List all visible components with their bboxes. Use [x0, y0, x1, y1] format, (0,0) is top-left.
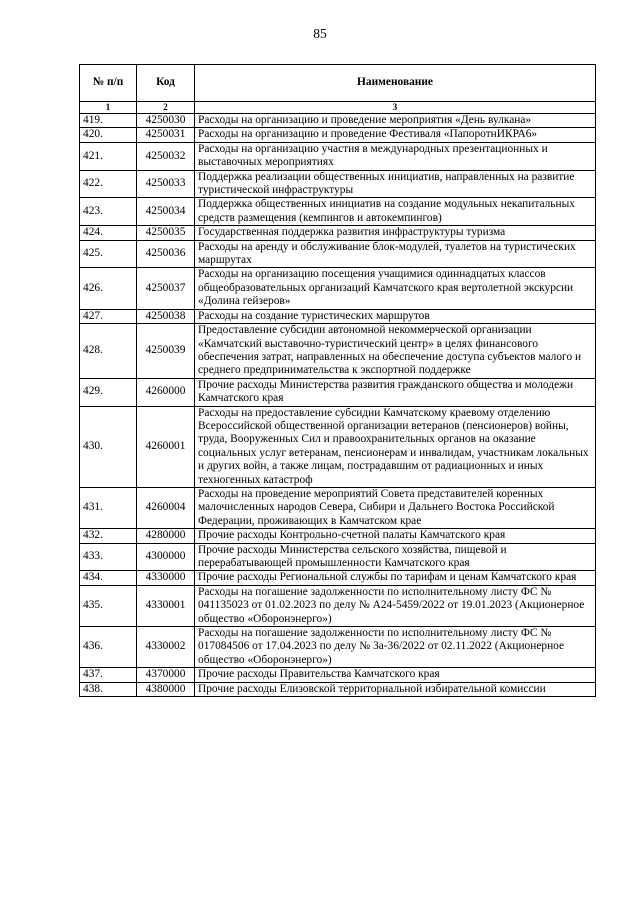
row-code: 4250034	[137, 198, 195, 226]
header-name: Наименование	[195, 65, 596, 102]
row-name: Поддержка общественных инициатив на создание модульных некапитальных средств размещения (кемпингов и автокемпингов)	[195, 198, 596, 226]
table-row	[80, 309, 596, 323]
row-code: 4280000	[137, 529, 195, 543]
table-row	[80, 487, 596, 528]
row-name: Расходы на аренду и обслуживание блок-модулей, туалетов на туристических маршрутах	[195, 240, 596, 268]
header-code: Код	[137, 65, 195, 102]
row-name: Прочие расходы Министерства сельского хозяйства, пищевой и перерабатывающей промышленности Камчатского края	[195, 543, 596, 571]
header-num: № п/п	[80, 65, 137, 102]
table-row	[80, 627, 596, 668]
row-number: 436.	[80, 627, 137, 668]
row-number: 435.	[80, 585, 137, 626]
row-name: Расходы на организацию участия в международных презентационных и выставочных мероприятиях	[195, 142, 596, 170]
table-row	[80, 226, 596, 240]
row-name: Расходы на проведение мероприятий Совета представителей коренных малочисленных народов Севера, Сибири и Дальнего Востока Российской Федерации, проживающих в Камчатском крае	[195, 487, 596, 528]
row-code: 4260001	[137, 406, 195, 487]
table-row	[80, 406, 596, 487]
row-code: 4250031	[137, 128, 195, 142]
table-row	[80, 682, 596, 696]
table-row	[80, 543, 596, 571]
row-code: 4250032	[137, 142, 195, 170]
row-code: 4250033	[137, 170, 195, 198]
table-row	[80, 529, 596, 543]
table-row	[80, 571, 596, 585]
row-code: 4250030	[137, 114, 195, 128]
table-row	[80, 198, 596, 226]
column-index-1: 1	[80, 102, 137, 114]
row-number: 427.	[80, 309, 137, 323]
row-number: 422.	[80, 170, 137, 198]
row-number: 432.	[80, 529, 137, 543]
table-row	[80, 170, 596, 198]
table-header-row	[80, 65, 596, 102]
row-name: Предоставление субсидии автономной некоммерческой организации «Камчатский выставочно-туристический центр» в целях финансового обеспечения затрат, направленных на обеспечение доступа субъектов малого и среднего предпринимательства к экспортной поддержке	[195, 324, 596, 379]
table-row	[80, 324, 596, 379]
row-name: Государственная поддержка развития инфраструктуры туризма	[195, 226, 596, 240]
row-code: 4250037	[137, 268, 195, 309]
column-index-row	[80, 102, 596, 114]
row-number: 437.	[80, 668, 137, 682]
row-name: Расходы на организацию и проведение мероприятия «День вулкана»	[195, 114, 596, 128]
row-number: 424.	[80, 226, 137, 240]
row-number: 434.	[80, 571, 137, 585]
row-code: 4250035	[137, 226, 195, 240]
row-name: Прочие расходы Контрольно-счетной палаты Камчатского края	[195, 529, 596, 543]
row-code: 4250039	[137, 324, 195, 379]
row-code: 4260000	[137, 378, 195, 406]
table-row	[80, 128, 596, 142]
row-name: Прочие расходы Правительства Камчатского края	[195, 668, 596, 682]
row-code: 4260004	[137, 487, 195, 528]
row-code: 4380000	[137, 682, 195, 696]
table-row	[80, 585, 596, 626]
row-name: Расходы на предоставление субсидии Камчатскому краевому отделению Всероссийской общественной организации ветеранов (пенсионеров) войны, труда, Вооруженных Сил и правоохранительных органов на оказание социальных услуг ветеранам, пенсионерам и инвалидам, участникам локальных и других войн, а также лицам, пострадавшим от радиационных и иных техногенных катастроф	[195, 406, 596, 487]
row-name: Прочие расходы Елизовской территориальной избирательной комиссии	[195, 682, 596, 696]
row-name: Расходы на организацию и проведение Фестиваля «ПапоротнИКРА6»	[195, 128, 596, 142]
row-name: Расходы на погашение задолженности по исполнительному листу ФС № 041135023 от 01.02.2023 по делу № А24-5459/2022 от 19.01.2023 (Акционерное общество «Оборонэнерго»)	[195, 585, 596, 626]
row-number: 430.	[80, 406, 137, 487]
row-number: 421.	[80, 142, 137, 170]
row-code: 4330002	[137, 627, 195, 668]
table-row	[80, 268, 596, 309]
row-name: Поддержка реализации общественных инициатив, направленных на развитие туристической инфраструктуры	[195, 170, 596, 198]
row-number: 426.	[80, 268, 137, 309]
column-index-2: 2	[137, 102, 195, 114]
table-row	[80, 240, 596, 268]
page-number: 85	[313, 26, 327, 41]
row-code: 4250036	[137, 240, 195, 268]
budget-codes-table	[79, 64, 596, 697]
row-number: 428.	[80, 324, 137, 379]
row-code: 4330001	[137, 585, 195, 626]
row-number: 438.	[80, 682, 137, 696]
row-number: 433.	[80, 543, 137, 571]
row-name: Расходы на создание туристических маршрутов	[195, 309, 596, 323]
table-row	[80, 378, 596, 406]
row-number: 423.	[80, 198, 137, 226]
row-name: Прочие расходы Региональной службы по тарифам и ценам Камчатского края	[195, 571, 596, 585]
row-name: Расходы на организацию посещения учащимися одиннадцатых классов общеобразовательных организаций Камчатского края вертолетной экскурсии «Долина гейзеров»	[195, 268, 596, 309]
row-number: 431.	[80, 487, 137, 528]
row-code: 4330000	[137, 571, 195, 585]
table-row	[80, 114, 596, 128]
row-code: 4370000	[137, 668, 195, 682]
row-name: Расходы на погашение задолженности по исполнительному листу ФС № 017084506 от 17.04.2023 по делу № 3а-36/2022 от 02.11.2022 (Акционерное общество «Оборонэнерго»)	[195, 627, 596, 668]
row-name: Прочие расходы Министерства развития гражданского общества и молодежи Камчатского края	[195, 378, 596, 406]
row-number: 420.	[80, 128, 137, 142]
table-row	[80, 668, 596, 682]
row-code: 4300000	[137, 543, 195, 571]
column-index-3: 3	[195, 102, 596, 114]
row-number: 425.	[80, 240, 137, 268]
row-number: 429.	[80, 378, 137, 406]
row-number: 419.	[80, 114, 137, 128]
table-body	[80, 114, 596, 697]
row-code: 4250038	[137, 309, 195, 323]
table-row	[80, 142, 596, 170]
